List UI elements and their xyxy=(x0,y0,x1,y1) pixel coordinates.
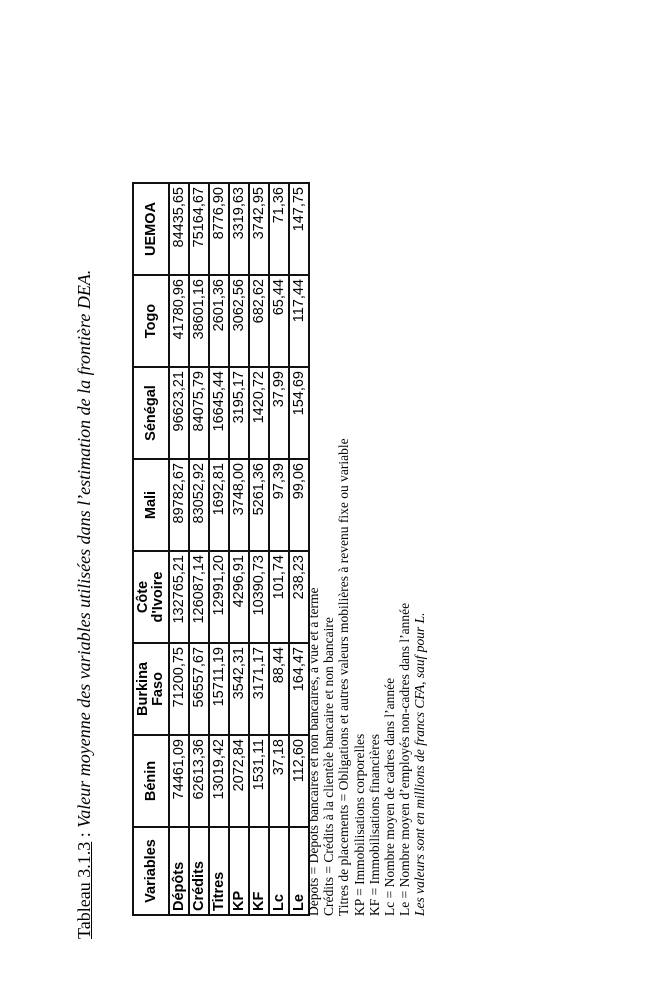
cell: 12991,20 xyxy=(209,551,229,643)
cell: 2072,84 xyxy=(229,735,249,827)
row-label: Crédits xyxy=(189,827,209,915)
cell: 65,44 xyxy=(269,275,289,367)
cell: 126087,14 xyxy=(189,551,209,643)
note-credits: Crédits = Crédits à la clientèle bancaire et non bancaire xyxy=(321,617,337,916)
header-togo: Togo xyxy=(133,275,169,367)
cell: 1531,11 xyxy=(249,735,269,827)
table-row xyxy=(189,183,209,915)
note-kf: KF = Immobilisations financières xyxy=(366,734,382,916)
cell: 10390,73 xyxy=(249,551,269,643)
caption-text: Valeur moyenne des variables utilisées dans l’estimation de la frontière DEA. xyxy=(74,269,94,828)
table-caption xyxy=(74,270,95,939)
cell: 238,23 xyxy=(289,551,309,643)
header-variables: Variables xyxy=(133,827,169,915)
cell: 3062,56 xyxy=(229,275,249,367)
cell: 37,99 xyxy=(269,367,289,459)
cell: 56557,67 xyxy=(189,643,209,735)
header-cote-divoire: Côte d'Ivoire xyxy=(133,551,169,643)
cell: 74461,09 xyxy=(169,735,189,827)
note-kp: KP = Immobilisations corporelles xyxy=(351,733,367,916)
cell: 13019,42 xyxy=(209,735,229,827)
row-label: Le xyxy=(289,827,309,915)
note-depots: Dépôts = Dépôts bancaires et non bancaires, à vue et à terme xyxy=(306,587,321,916)
cell: 3748,00 xyxy=(229,459,249,551)
table-row xyxy=(249,183,269,915)
header-uemoa: UEMOA xyxy=(133,183,169,275)
cell: 3195,17 xyxy=(229,367,249,459)
cell: 41780,96 xyxy=(169,275,189,367)
cell: 75164,67 xyxy=(189,183,209,275)
note-titres: Titres de placements = Obligations et autres valeurs mobilières à revenu fixe ou variable xyxy=(336,438,352,916)
cell: 15711,19 xyxy=(209,643,229,735)
caption-separator: : xyxy=(74,827,94,842)
cell: 88,44 xyxy=(269,643,289,735)
table-row xyxy=(269,183,289,915)
header-senegal: Sénégal xyxy=(133,367,169,459)
units-note: Les valeurs sont en millions de francs CFA, sauf pour L. xyxy=(412,612,428,916)
cell: 154,69 xyxy=(289,367,309,459)
cell: 37,18 xyxy=(269,735,289,827)
cell: 2601,36 xyxy=(209,275,229,367)
cell: 97,39 xyxy=(269,459,289,551)
cell: 89782,67 xyxy=(169,459,189,551)
cell: 84435,65 xyxy=(169,183,189,275)
cell: 1420,72 xyxy=(249,367,269,459)
header-mali: Mali xyxy=(133,459,169,551)
cell: 62613,36 xyxy=(189,735,209,827)
cell: 8776,90 xyxy=(209,183,229,275)
note-lc: Lc = Nombre moyen de cadres dans l’année xyxy=(382,677,398,916)
table-row xyxy=(229,183,249,915)
caption-label: Tableau 3.1.3 xyxy=(74,841,94,939)
row-label: Titres xyxy=(209,827,229,915)
cell: 96623,21 xyxy=(169,367,189,459)
cell: 71200,75 xyxy=(169,643,189,735)
cell: 682,62 xyxy=(249,275,269,367)
cell: 117,44 xyxy=(289,275,309,367)
cell: 3319,63 xyxy=(229,183,249,275)
row-label: Dépôts xyxy=(169,827,189,915)
header-row xyxy=(133,183,169,915)
cell: 3742,95 xyxy=(249,183,269,275)
cell: 3171,17 xyxy=(249,643,269,735)
cell: 101,74 xyxy=(269,551,289,643)
cell: 38601,16 xyxy=(189,275,209,367)
cell: 83052,92 xyxy=(189,459,209,551)
row-label: KF xyxy=(249,827,269,915)
cell: 3542,31 xyxy=(229,643,249,735)
cell: 16645,44 xyxy=(209,367,229,459)
cell: 99,06 xyxy=(289,459,309,551)
header-benin: Bénin xyxy=(133,735,169,827)
note-le: Le = Nombre moyen d’employés non-cadres dans l’année xyxy=(397,602,413,916)
cell: 4296,91 xyxy=(229,551,249,643)
cell: 147,75 xyxy=(289,183,309,275)
table-notes xyxy=(306,438,428,916)
cell: 84075,79 xyxy=(189,367,209,459)
cell: 112,60 xyxy=(289,735,309,827)
cell: 164,47 xyxy=(289,643,309,735)
row-label: KP xyxy=(229,827,249,915)
data-table xyxy=(132,182,310,916)
table-row xyxy=(209,183,229,915)
cell: 71,36 xyxy=(269,183,289,275)
table-row xyxy=(169,183,189,915)
row-label: Lc xyxy=(269,827,289,915)
cell: 1692,81 xyxy=(209,459,229,551)
cell: 132765,21 xyxy=(169,551,189,643)
header-burkina-faso: Burkina Faso xyxy=(133,643,169,735)
cell: 5261,36 xyxy=(249,459,269,551)
